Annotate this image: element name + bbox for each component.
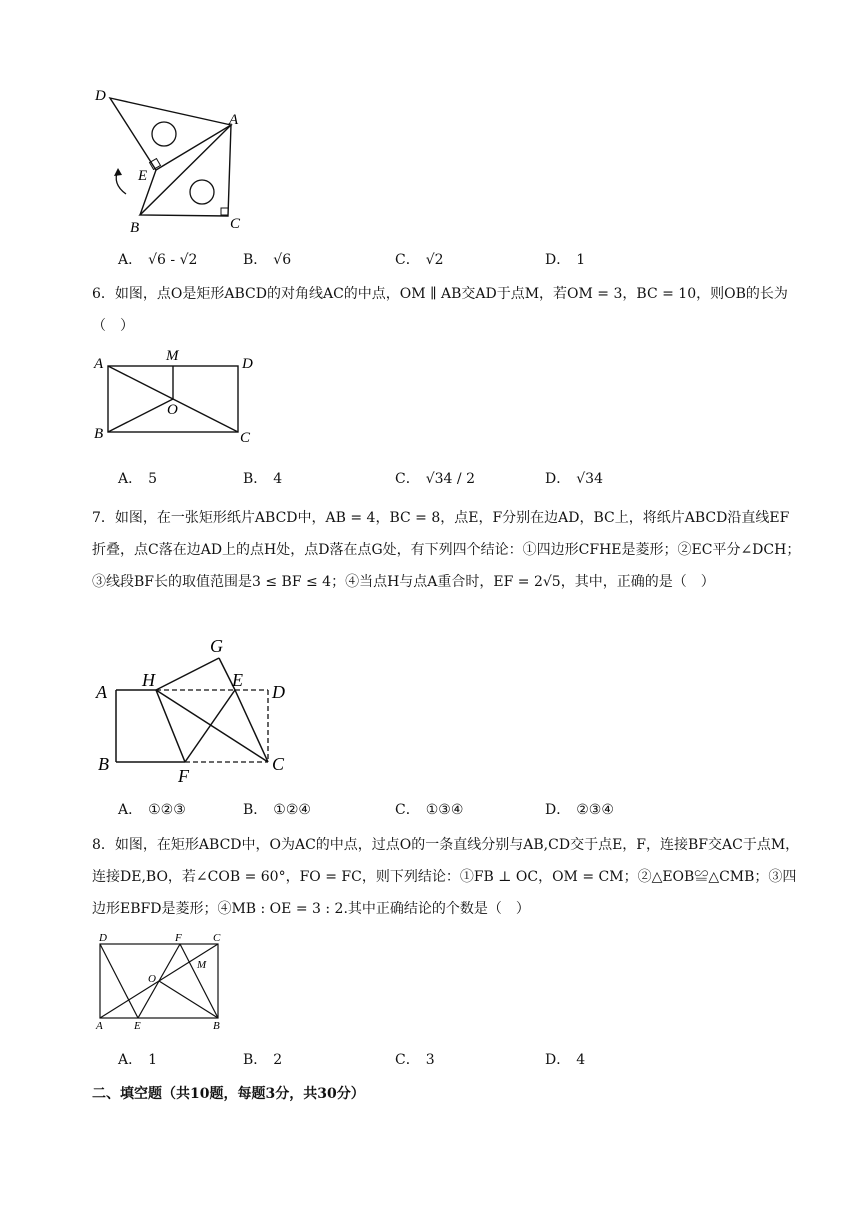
- q5-diagram: [86, 84, 276, 244]
- label-c: C: [230, 216, 241, 232]
- label-a: A: [94, 356, 104, 372]
- q6-option-d[interactable]: D． √34: [545, 471, 603, 487]
- q8-option-d[interactable]: D． 4: [545, 1052, 586, 1068]
- section-heading: 二、填空题（共10题，每题3分，共30分）: [92, 1086, 365, 1102]
- label-d: D: [99, 932, 107, 944]
- label-e: E: [134, 1020, 141, 1032]
- label-o: O: [148, 973, 156, 985]
- q6-option-a[interactable]: A． 5: [118, 471, 158, 487]
- label-b: B: [213, 1020, 220, 1032]
- q5-option-d[interactable]: D． 1: [545, 252, 586, 268]
- q5-option-a[interactable]: A． √6 - √2: [118, 252, 198, 268]
- q5-option-c[interactable]: C． √2: [395, 252, 444, 268]
- triangle-abc: [140, 125, 231, 216]
- q7-diagram: [92, 634, 302, 784]
- q7-option-c[interactable]: C． ①③④: [395, 802, 464, 818]
- q8-option-b[interactable]: B． 2: [243, 1052, 283, 1068]
- q5-options: [118, 249, 718, 273]
- q6-option-c[interactable]: C． √34 / 2: [395, 471, 475, 487]
- q7-figure: [92, 634, 302, 784]
- label-f: F: [175, 932, 182, 944]
- label-d: D: [95, 88, 106, 104]
- label-g: G: [210, 636, 223, 656]
- arrow-head-icon: [114, 168, 122, 176]
- q5-option-b[interactable]: B． √6: [243, 252, 292, 268]
- q8-figure: [92, 930, 232, 1034]
- label-h: H: [142, 670, 155, 690]
- q8-stem: 8．如图，在矩形ABCD中，O为AC的中点，过点O的一条直线分别与AB,CD交于点E，F，连接BF交AC于点M，连接DE,BO，若∠COB = 60°，FO = FC，则下列结论：①FB ⊥ OC，OM = CM；②△EOB≌△CMB；③四边形EBFD是菱形；④MB : OE = 3 : 2.其中正确结论的个数是（ ）: [92, 837, 800, 917]
- q6-options: [118, 468, 718, 492]
- label-m: M: [166, 348, 179, 364]
- segment-bf: [180, 944, 218, 1018]
- q5-figure: [86, 84, 276, 244]
- q6-figure: [90, 344, 260, 444]
- triangle-dea: [110, 98, 231, 170]
- q7-option-d[interactable]: D． ②③④: [545, 802, 614, 818]
- q8-diagram: [92, 930, 232, 1034]
- segment-hg: [156, 658, 219, 690]
- label-c: C: [213, 932, 221, 944]
- q8-option-a[interactable]: A． 1: [118, 1052, 158, 1068]
- segment-fe: [185, 690, 235, 762]
- label-d: D: [242, 356, 253, 372]
- label-m: M: [197, 959, 207, 971]
- label-a: A: [96, 682, 107, 702]
- segment-bo: [108, 399, 173, 432]
- q7-option-b[interactable]: B． ①②④: [243, 802, 311, 818]
- segment-hf: [156, 690, 185, 762]
- label-a: A: [229, 112, 239, 128]
- label-c: C: [272, 754, 285, 774]
- q8-option-c[interactable]: C． 3: [395, 1052, 435, 1068]
- q6-diagram: [90, 344, 260, 444]
- q7-option-a[interactable]: A． ①②③: [118, 802, 186, 818]
- q8-options: [118, 1049, 718, 1073]
- label-b: B: [98, 754, 109, 774]
- label-o: O: [167, 402, 178, 418]
- hole-circle-upper: [152, 122, 176, 146]
- segment-de: [100, 944, 138, 1018]
- label-a: A: [96, 1020, 103, 1032]
- q7-options: [118, 799, 718, 823]
- hole-circle-lower: [190, 180, 214, 204]
- label-e: E: [232, 670, 243, 690]
- label-b: B: [94, 426, 104, 442]
- label-c: C: [240, 430, 251, 444]
- right-angle-c: [221, 208, 228, 215]
- label-f: F: [178, 766, 189, 784]
- q6-option-b[interactable]: B． 4: [243, 471, 283, 487]
- q6-stem: 6．如图，点O是矩形ABCD的对角线AC的中点，OM ∥ AB交AD于点M，若OM = 3，BC = 10，则OB的长为（ ）: [92, 286, 788, 334]
- label-d: D: [272, 682, 285, 702]
- label-b: B: [130, 220, 140, 236]
- q7-stem: 7．如图，在一张矩形纸片ABCD中，AB = 4，BC = 8，点E，F分别在边AD，BC上，将纸片ABCD沿直线EF折叠，点C落在边AD上的点H处，点D落在点G处，有下列四个结论：①四边形CFHE是菱形；②EC平分∠DCH；③线段BF长的取值范围是3 ≤ BF ≤ 4；④当点H与点A重合时，EF = 2√5，其中，正确的是（ ）: [92, 510, 801, 590]
- label-e: E: [138, 168, 148, 184]
